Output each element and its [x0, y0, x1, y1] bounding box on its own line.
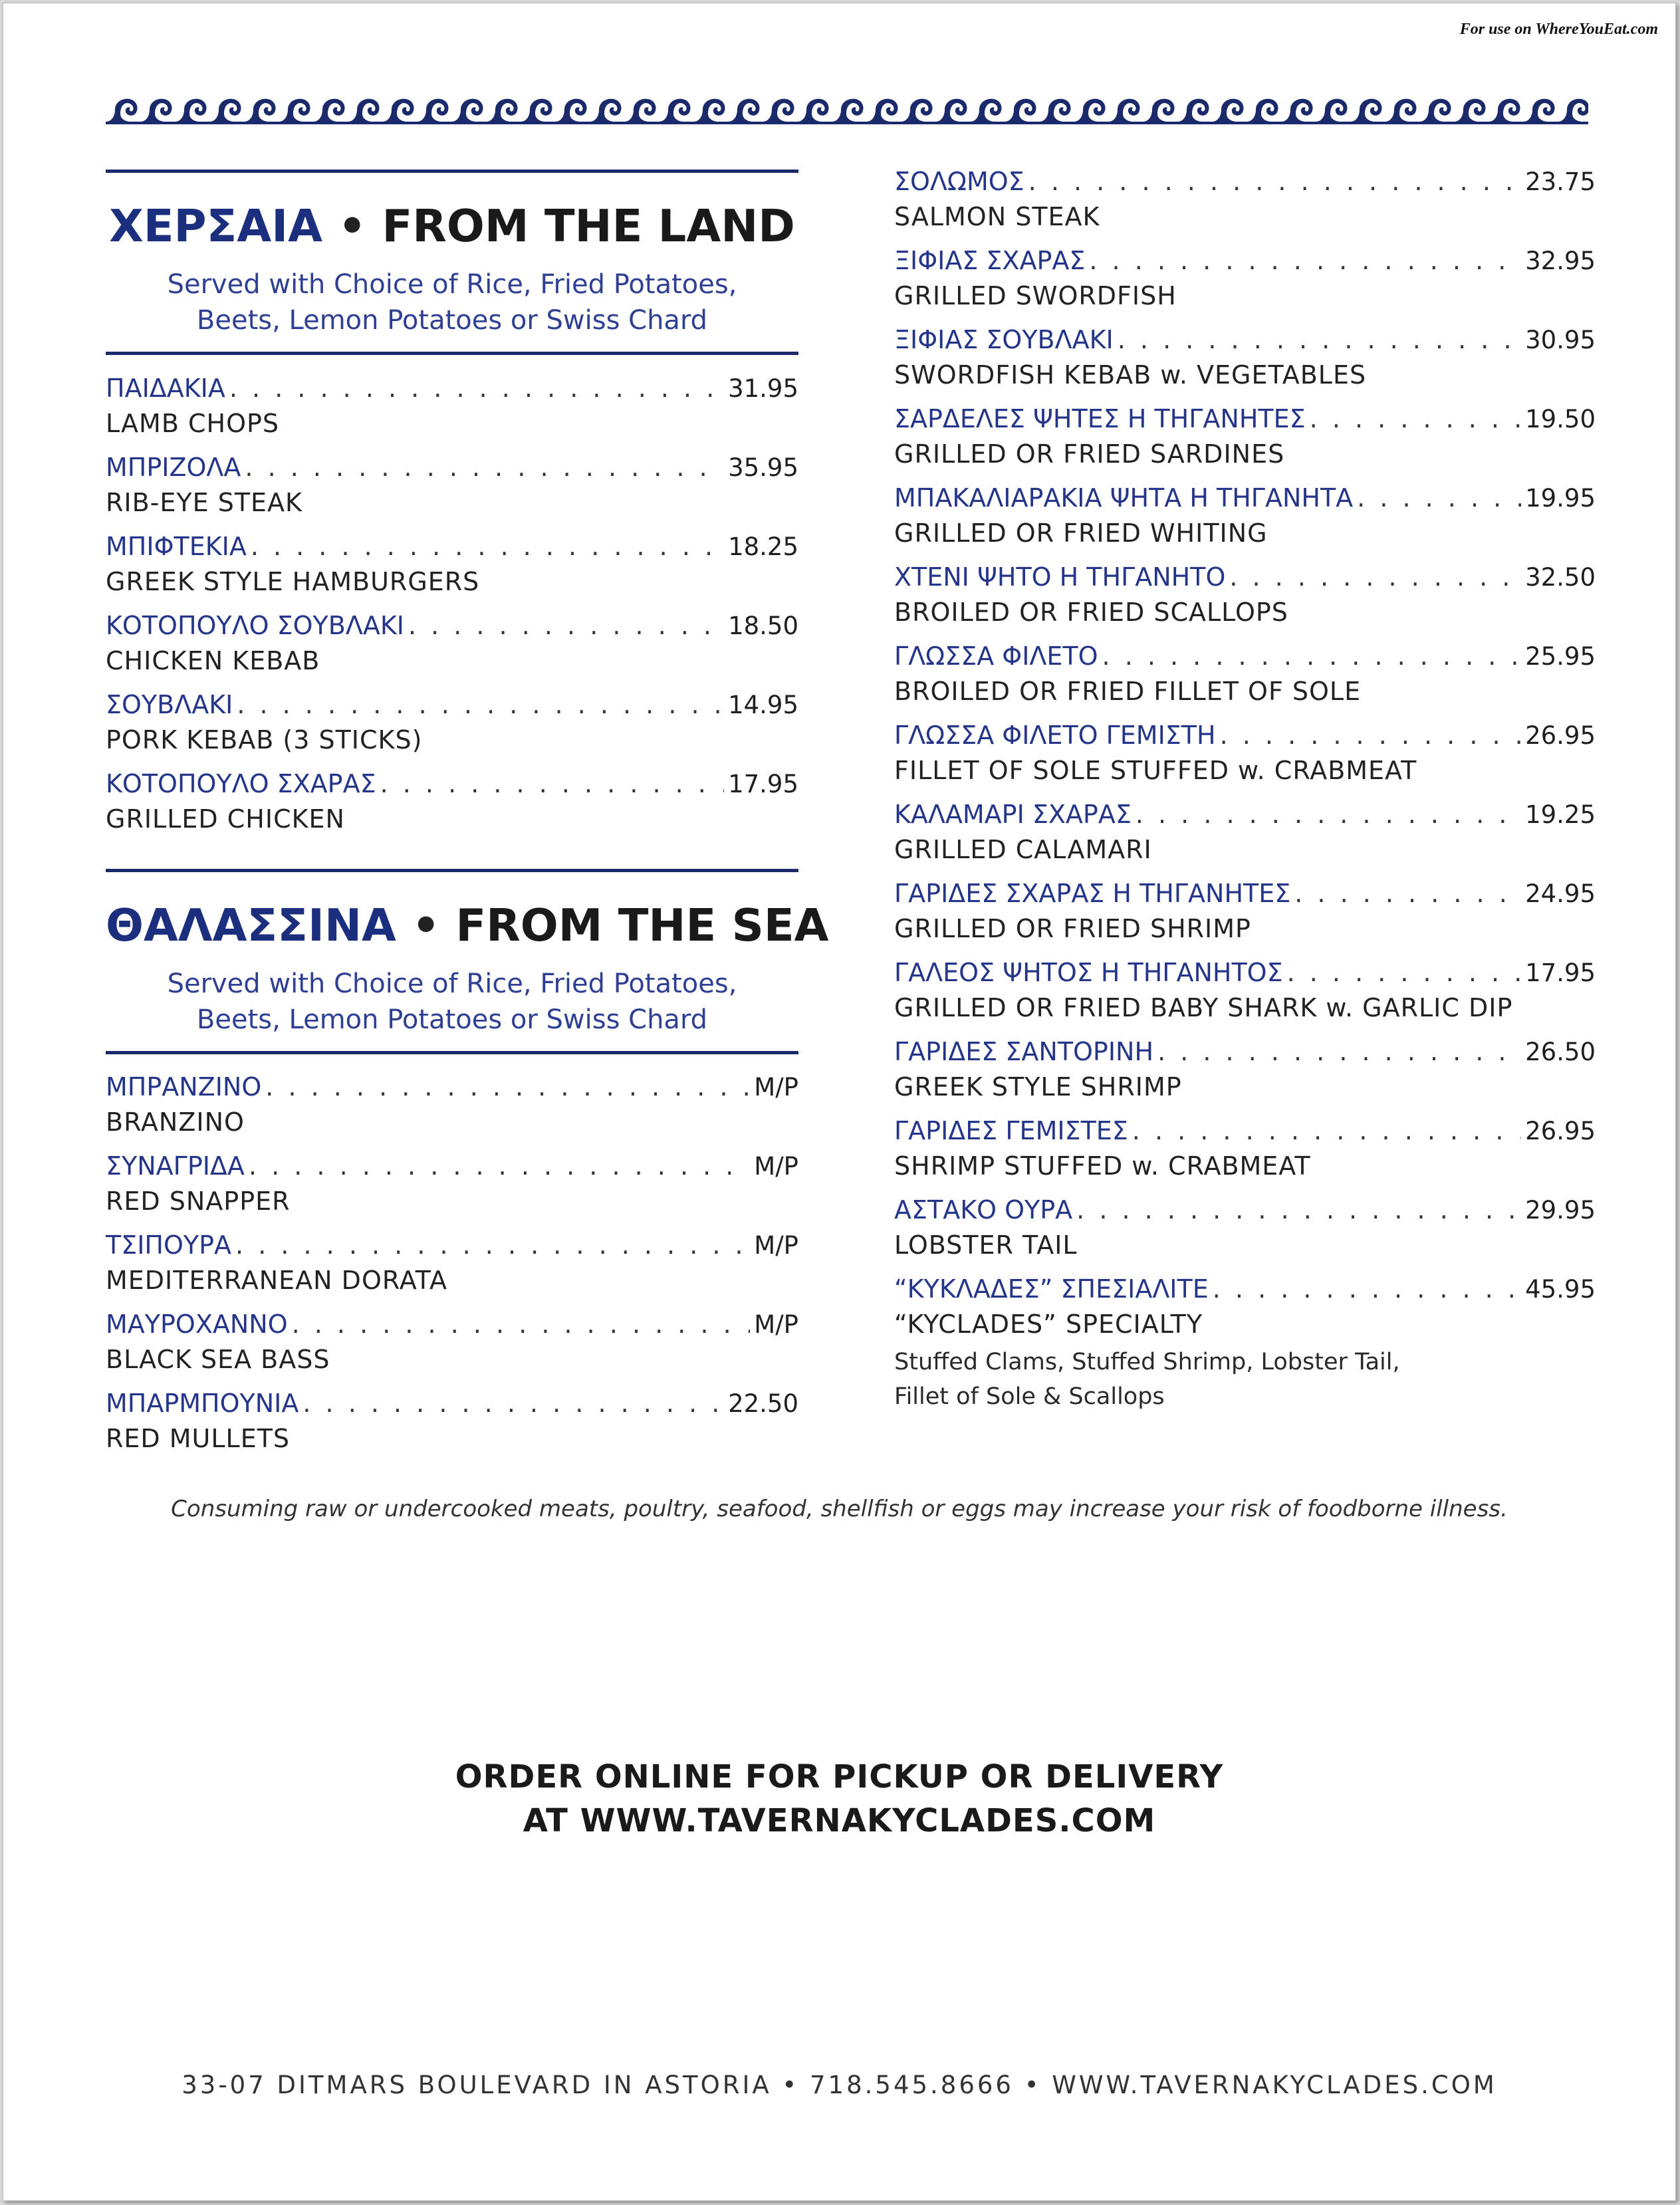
order-online-notice — [3, 1755, 1675, 1843]
menu-item — [894, 1193, 1596, 1266]
menu-item — [894, 719, 1596, 792]
section-title-separator: • — [338, 200, 367, 252]
item-english-name: RIB-EYE STEAK — [106, 488, 302, 517]
section-title-separator: • — [412, 899, 441, 951]
item-english-name: GRILLED SWORDFISH — [894, 281, 1177, 310]
menu-item — [894, 877, 1596, 950]
menu-item — [894, 798, 1596, 871]
order-line: AT WWW.TAVERNAKYCLADES.COM — [523, 1802, 1156, 1839]
item-greek-name: ΚΟΤΟΠΟΥΛΟ ΣΧΑΡΑΣ — [106, 769, 376, 798]
menu-item — [106, 451, 798, 524]
item-english-name: GREEK STYLE SHRIMP — [894, 1072, 1182, 1102]
item-greek-name: ΓΛΩΣΣΑ ΦΙΛΕΤΟ ΓΕΜΙΣΤΗ — [894, 721, 1216, 750]
item-price: 22.50 — [728, 1389, 798, 1418]
section-subtitle — [106, 267, 798, 338]
item-description: Stuffed Clams, Stuffed Shrimp, Lobster Tail, — [894, 1349, 1400, 1375]
item-greek-name: ΜΠΑΡΜΠΟΥΝΙΑ — [106, 1389, 299, 1418]
greek-wave-border — [106, 95, 1588, 127]
dot-leader — [1132, 1114, 1521, 1147]
menu-item — [106, 1228, 798, 1302]
section-title-greek: ΘΑΛΑΣΣΙΝΑ — [106, 899, 396, 951]
item-price: 19.25 — [1525, 800, 1596, 829]
dot-leader — [1028, 165, 1521, 198]
item-greek-name: ΓΑΡΙΔΕΣ ΓΕΜΙΣΤΕΣ — [894, 1116, 1128, 1145]
item-price: 26.50 — [1525, 1038, 1596, 1066]
item-price: 29.95 — [1525, 1196, 1596, 1224]
item-greek-name: ΠΑΙΔΑΚΙΑ — [106, 374, 225, 403]
item-english-name: BROILED OR FRIED FILLET OF SOLE — [894, 677, 1362, 706]
item-english-name: LOBSTER TAIL — [894, 1230, 1078, 1260]
menu-item — [894, 244, 1596, 317]
menu-item — [106, 1070, 798, 1143]
menu-item — [894, 402, 1596, 475]
subtitle-line: Beets, Lemon Potatoes or Swiss Chard — [196, 305, 708, 336]
menu-item — [894, 639, 1596, 713]
item-greek-name: ΣΟΛΩΜΟΣ — [894, 167, 1024, 196]
item-english-name: GRILLED CHICKEN — [106, 804, 345, 834]
dot-leader — [245, 451, 724, 484]
menu-item — [894, 956, 1596, 1029]
item-english-name: BROILED OR FRIED SCALLOPS — [894, 598, 1288, 627]
dot-leader — [1102, 639, 1522, 673]
item-description: Fillet of Sole & Scallops — [894, 1383, 1165, 1410]
menu-item — [894, 1114, 1596, 1187]
divider — [106, 352, 798, 355]
menu-item — [894, 481, 1596, 554]
item-greek-name: ΚΟΤΟΠΟΥΛΟ ΣΟΥΒΛΑΚΙ — [106, 611, 404, 640]
menu-item — [894, 1035, 1596, 1108]
item-english-name: PORK KEBAB (3 STICKS) — [106, 725, 423, 754]
section-title-land — [106, 200, 798, 252]
item-greek-name: ΣΟΥΒΛΑΚΙ — [106, 690, 233, 719]
item-price: 14.95 — [728, 691, 798, 719]
item-english-name: “KYCLADES” SPECIALTY — [894, 1310, 1203, 1339]
item-english-name: GREEK STYLE HAMBURGERS — [106, 567, 480, 596]
menu-item — [106, 609, 798, 682]
item-english-name: GRILLED OR FRIED BABY SHARK w. GARLIC DIP — [894, 993, 1513, 1022]
item-greek-name: ΓΛΩΣΣΑ ΦΙΛΕΤΟ — [894, 641, 1098, 671]
item-price: 17.95 — [1525, 959, 1596, 987]
item-english-name: GRILLED OR FRIED WHITING — [894, 519, 1268, 548]
subtitle-line: Served with Choice of Rice, Fried Potatoes, — [167, 269, 737, 300]
dot-leader — [1213, 1272, 1521, 1306]
item-price: 45.95 — [1525, 1275, 1596, 1304]
item-price: 17.95 — [728, 770, 798, 798]
item-price: M/P — [754, 1310, 798, 1339]
dot-leader — [235, 1228, 750, 1262]
dot-leader — [1157, 1035, 1521, 1068]
item-price: 31.95 — [728, 374, 798, 403]
item-english-name: GRILLED OR FRIED SARDINES — [894, 439, 1285, 469]
section-title-english: FROM THE SEA — [455, 899, 829, 951]
dot-leader — [265, 1070, 750, 1103]
item-english-name: SHRIMP STUFFED w. CRABMEAT — [894, 1151, 1311, 1181]
dot-leader — [249, 1149, 750, 1183]
item-english-name: RED MULLETS — [106, 1424, 291, 1453]
item-english-name: SWORDFISH KEBAB w. VEGETABLES — [894, 360, 1367, 390]
footer-contact: 33-07 DITMARS BOULEVARD IN ASTORIA • 718.545.8666 • WWW.TAVERNAKYCLADES.COM — [181, 2071, 1497, 2099]
section-subtitle — [106, 966, 798, 1038]
item-greek-name: ΓΑΡΙΔΕΣ ΣΧΑΡΑΣ Η ΤΗΓΑΝΗΤΕΣ — [894, 879, 1291, 908]
food-safety-disclaimer: Consuming raw or undercooked meats, poultry, seafood, shellfish or eggs may increase your risk of foodborne illness. — [171, 1496, 1508, 1522]
item-greek-name: ΚΑΛΑΜΑΡΙ ΣΧΑΡΑΣ — [894, 800, 1132, 829]
dot-leader — [1229, 560, 1521, 594]
item-english-name: BLACK SEA BASS — [106, 1345, 330, 1374]
divider — [106, 170, 798, 173]
dot-leader — [1357, 481, 1521, 515]
dot-leader — [1136, 798, 1521, 831]
dot-leader — [1220, 719, 1521, 752]
item-price: 25.95 — [1525, 642, 1596, 671]
item-english-name: BRANZINO — [106, 1107, 245, 1137]
dot-leader — [1287, 956, 1521, 989]
item-price: 32.95 — [1525, 247, 1596, 275]
item-price: 26.95 — [1525, 1117, 1596, 1145]
dot-leader — [1310, 402, 1521, 435]
item-greek-name: ΣΥΝΑΓΡΙΔΑ — [106, 1151, 245, 1181]
item-price: 32.50 — [1525, 563, 1596, 592]
item-greek-name: ΤΣΙΠΟΥΡΑ — [106, 1230, 232, 1260]
item-greek-name: ΜΠΡΙΖΟΛΑ — [106, 453, 241, 482]
item-greek-name: ΣΑΡΔΕΛΕΣ ΨΗΤΕΣ Η ΤΗΓΑΝΗΤΕΣ — [894, 404, 1306, 433]
divider — [106, 869, 798, 872]
dot-leader — [408, 609, 724, 642]
item-english-name: MEDITERRANEAN DORATA — [106, 1266, 448, 1295]
item-greek-name: “ΚΥΚΛΑΔΕΣ” ΣΠΕΣΙΑΛΙΤΕ — [894, 1274, 1209, 1304]
menu-item — [106, 688, 798, 761]
divider — [106, 1051, 798, 1054]
item-price: 30.95 — [1525, 326, 1596, 354]
item-price: 35.95 — [728, 453, 798, 482]
item-greek-name: ΜΠΑΚΑΛΙΑΡΑΚΙΑ ΨΗΤΑ Η ΤΗΓΑΝΗΤΑ — [894, 483, 1354, 513]
dot-leader — [302, 1387, 724, 1420]
watermark: For use on WhereYouEat.com — [1459, 21, 1658, 38]
item-price: M/P — [754, 1073, 798, 1102]
item-greek-name: ΧΤΕΝΙ ΨΗΤΟ Η ΤΗΓΑΝΗΤΟ — [894, 562, 1226, 592]
dot-leader — [292, 1308, 751, 1341]
item-english-name: LAMB CHOPS — [106, 409, 280, 438]
item-greek-name: ΞΙΦΙΑΣ ΣΟΥΒΛΑΚΙ — [894, 325, 1114, 354]
item-price: M/P — [754, 1231, 798, 1260]
dot-leader — [237, 688, 724, 721]
item-greek-name: ΞΙΦΙΑΣ ΣΧΑΡΑΣ — [894, 246, 1086, 275]
item-price: 18.25 — [728, 532, 798, 561]
subtitle-line: Beets, Lemon Potatoes or Swiss Chard — [196, 1004, 708, 1035]
menu-item-specialty — [894, 1272, 1596, 1419]
menu-page — [3, 3, 1676, 2201]
item-english-name: CHICKEN KEBAB — [106, 646, 320, 675]
menu-item — [106, 1149, 798, 1222]
item-english-name: SALMON STEAK — [894, 202, 1100, 231]
section-title-english: FROM THE LAND — [382, 200, 795, 252]
item-english-name: FILLET OF SOLE STUFFED w. CRABMEAT — [894, 756, 1417, 785]
section-title-sea — [106, 899, 829, 951]
item-greek-name: ΜΠΡΑΝΖΙΝΟ — [106, 1072, 262, 1102]
dot-leader — [229, 372, 724, 405]
item-greek-name: ΓΑΡΙΔΕΣ ΣΑΝΤΟΡΙΝΗ — [894, 1037, 1154, 1066]
item-english-name: GRILLED OR FRIED SHRIMP — [894, 914, 1251, 943]
subtitle-line: Served with Choice of Rice, Fried Potatoes, — [167, 969, 737, 999]
menu-item — [106, 372, 798, 445]
menu-item — [894, 323, 1596, 396]
menu-item — [894, 165, 1596, 238]
menu-item — [894, 560, 1596, 634]
item-greek-name: ΜΠΙΦΤΕΚΙΑ — [106, 532, 247, 561]
dot-leader — [1118, 323, 1521, 356]
item-english-name: GRILLED CALAMARI — [894, 835, 1152, 864]
item-price: 18.50 — [728, 612, 798, 640]
item-price: 23.75 — [1525, 168, 1596, 196]
order-line: ORDER ONLINE FOR PICKUP OR DELIVERY — [455, 1758, 1224, 1796]
dot-leader — [1076, 1193, 1521, 1226]
item-price: 24.95 — [1525, 879, 1596, 908]
dot-leader — [380, 767, 724, 800]
dot-leader — [1089, 244, 1521, 277]
item-greek-name: ΜΑΥΡΟΧΑΝΝΟ — [106, 1310, 288, 1339]
item-price: M/P — [754, 1152, 798, 1181]
menu-item — [106, 1387, 798, 1460]
menu-item — [106, 1308, 798, 1381]
item-english-name: RED SNAPPER — [106, 1187, 291, 1216]
item-greek-name: ΓΑΛΕΟΣ ΨΗΤΟΣ Η ΤΗΓΑΝΗΤΟΣ — [894, 958, 1283, 987]
menu-item — [106, 767, 798, 840]
item-price: 19.95 — [1525, 484, 1596, 513]
dot-leader — [1294, 877, 1521, 910]
menu-item — [106, 530, 798, 603]
item-price: 19.50 — [1525, 405, 1596, 433]
item-price: 26.95 — [1525, 721, 1596, 750]
dot-leader — [251, 530, 724, 563]
section-title-greek: ΧΕΡΣΑΙΑ — [109, 200, 323, 252]
item-greek-name: ΑΣΤΑΚΟ ΟΥΡΑ — [894, 1195, 1073, 1224]
